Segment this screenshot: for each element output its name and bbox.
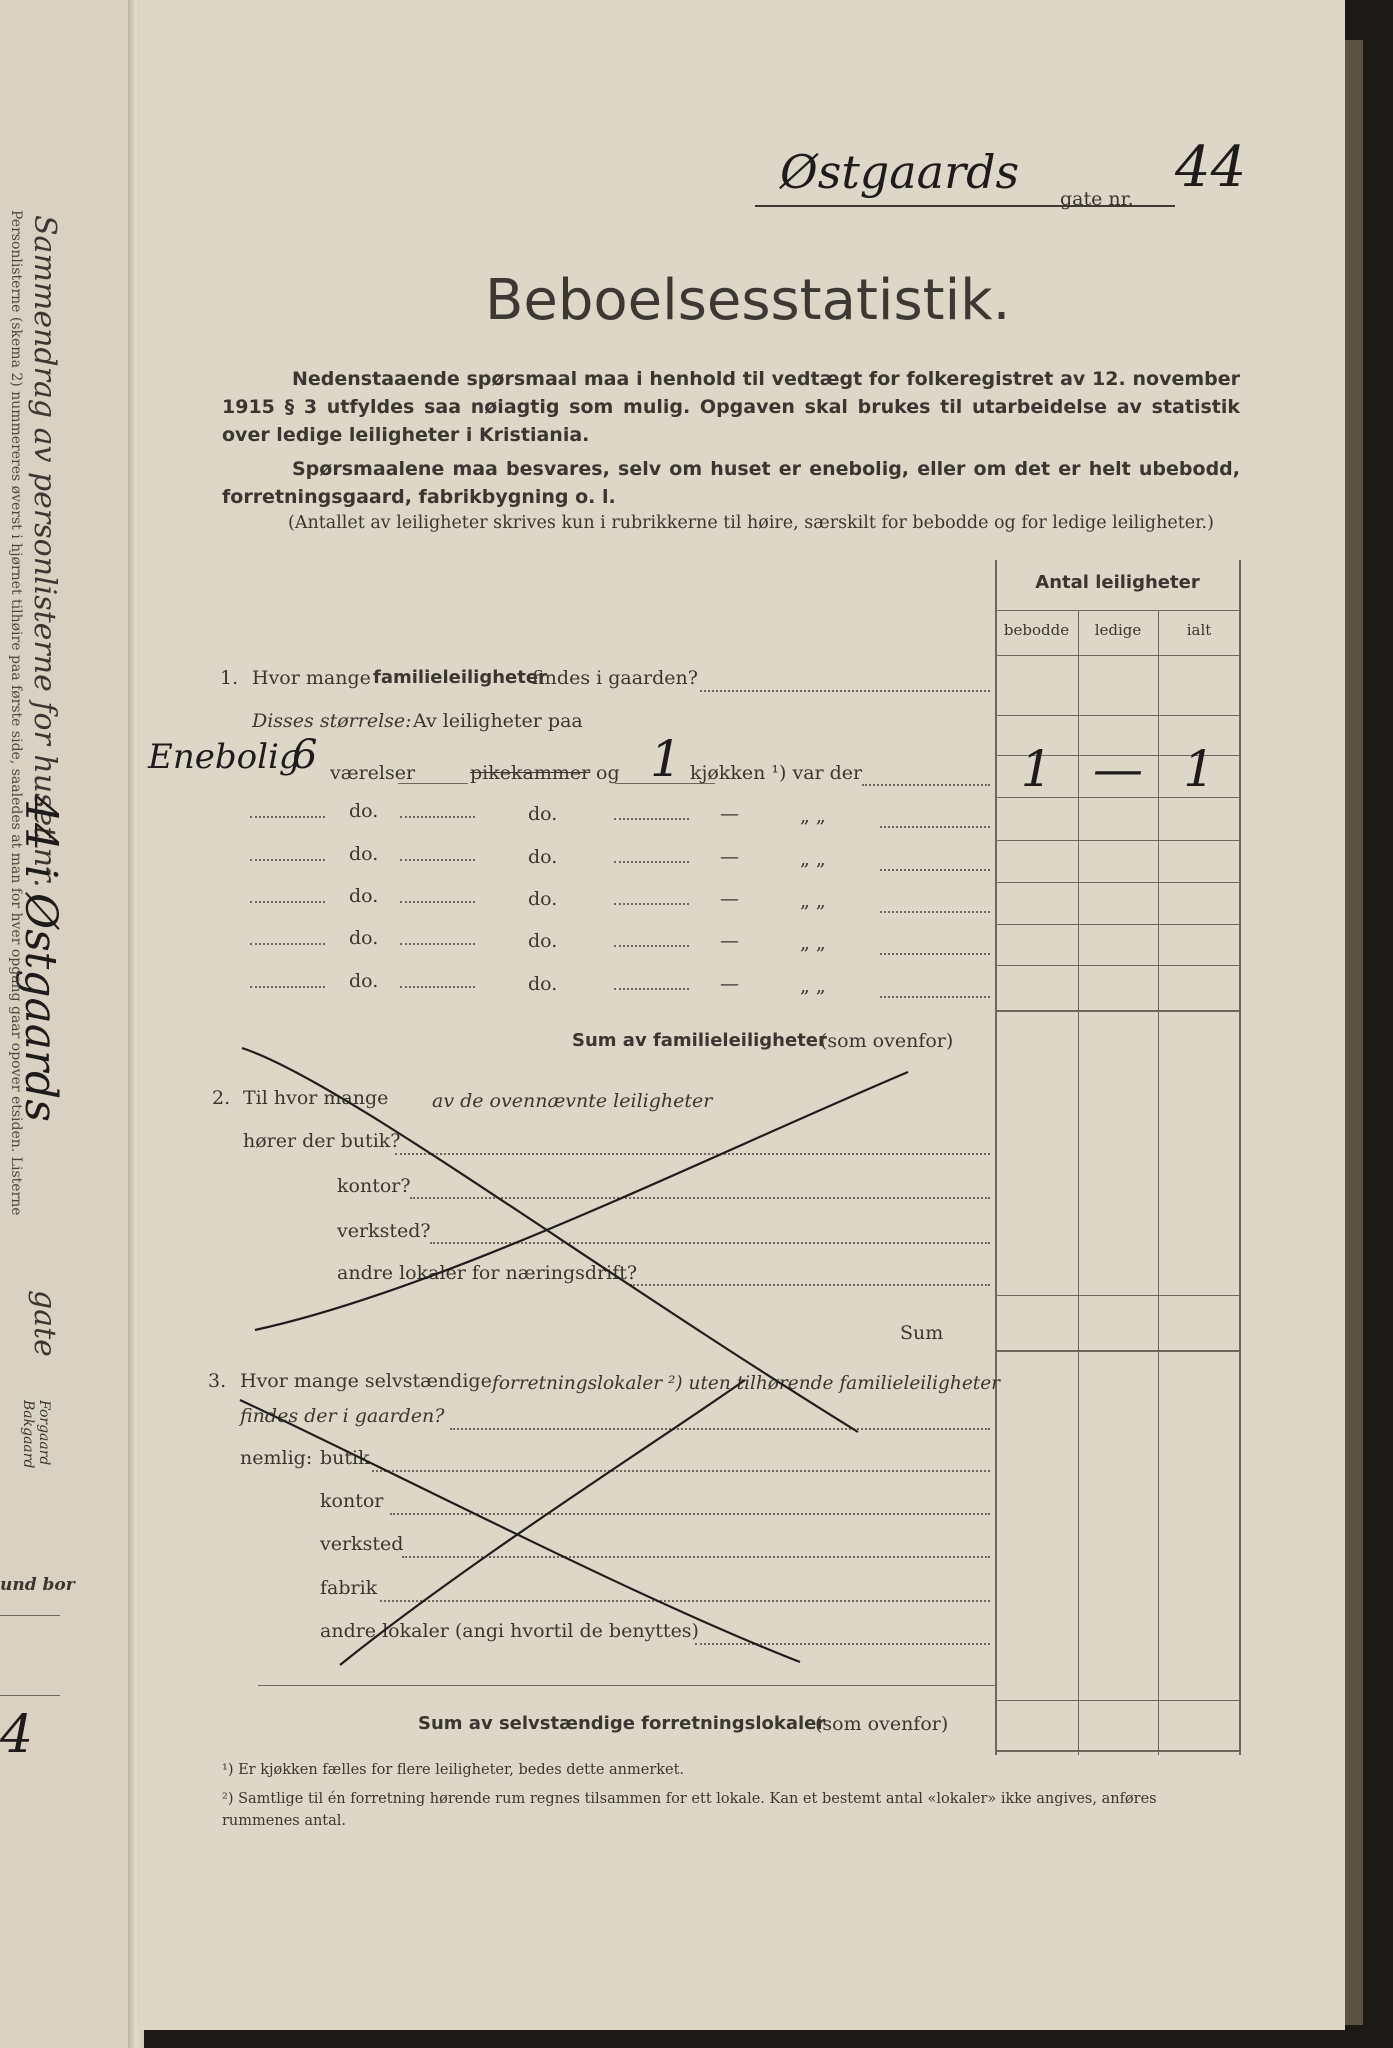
q1-text-c: findes i gaarden? xyxy=(532,667,698,689)
q1-sub2: Av leiligheter paa xyxy=(413,710,583,732)
intro-paragraph-2: Spørsmaalene maa besvares, selv om huset er enebolig, eller om det er helt ubebodd, forretningsgaard, fabrikbygning o. l. xyxy=(222,458,1240,508)
q3-item-fabrik: fabrik xyxy=(320,1577,378,1599)
q3-sum-tail: (som ovenfor) xyxy=(815,1713,949,1735)
intro-paragraph-3: (Antallet av leiligheter skrives kun i rubrikkerne til høire, særskilt for bebodde og for ledige leiligheter.) xyxy=(288,513,1214,533)
q1-og: og xyxy=(596,762,620,784)
do-row-1-dash: — xyxy=(720,803,739,825)
q1-sum: Sum av familieleiligheter xyxy=(572,1030,827,1051)
street-handwritten: Østgaards xyxy=(780,145,1020,199)
do-row-3-dash: — xyxy=(720,888,739,910)
column-ialt: ialt xyxy=(1186,621,1212,639)
q2-line1b: av de ovennævnte leiligheter xyxy=(432,1090,713,1112)
left-handwritten-nr: 44 i Østgaards xyxy=(15,795,66,1122)
footnote-2: ²) Samtlige til én forretning hørende rum regnes tilsammen for ett lokale. Kan et bestemt antal «lokaler» ikke angives, anføres rummenes antal. xyxy=(222,1791,1157,1829)
q3-item-butik: butik xyxy=(320,1447,370,1469)
left-vertical-title: Sammendrag av personlisterne for huset nr. xyxy=(27,215,62,888)
do-row-5-dash: — xyxy=(720,973,739,995)
q3-line2: findes der i gaarden? xyxy=(240,1405,445,1427)
q2-line1a: Til hvor mange xyxy=(243,1087,389,1109)
form-page xyxy=(140,0,1345,2030)
q2-andre: andre lokaler for næringsdrift? xyxy=(337,1262,638,1284)
house-number-handwritten: 44 xyxy=(1175,135,1247,200)
do-row-3-quote: „ „ xyxy=(800,890,826,912)
cross-out-strokes xyxy=(140,0,1345,2030)
do-row-3-a: do. xyxy=(349,885,379,907)
do-row-4-quote: „ „ xyxy=(800,932,826,954)
q3-line1a: Hvor mange selvstændige xyxy=(240,1370,492,1392)
q3-sum: Sum av selvstændige forretningslokaler xyxy=(418,1713,826,1734)
left-und-bor: und bor xyxy=(0,1575,75,1595)
column-ledige: ledige xyxy=(1094,621,1142,639)
q2-number: 2. xyxy=(212,1087,231,1109)
column-bebodde: bebodde xyxy=(1003,621,1070,639)
do-row-5-quote: „ „ xyxy=(800,975,826,997)
q2-sum: Sum xyxy=(900,1322,944,1344)
intro-paragraph-1: Nedenstaaende spørsmaal maa i henhold til vedtægt for folkeregistret av 12. november 1915 § 3 utfyldes saa nøiagtig som mulig. Opgaven skal brukes til utarbeidelse av statistik over ledige leiligheter i Kristiania. xyxy=(222,368,1240,446)
q1-handwritten-prefix: Enebolig xyxy=(148,737,301,777)
left-rule-1 xyxy=(0,1615,60,1616)
do-row-1-a: do. xyxy=(349,800,379,822)
do-row-3-b: do. xyxy=(528,888,558,910)
do-row-4-b: do. xyxy=(528,930,558,952)
q3-nemlig: nemlig: xyxy=(240,1447,313,1469)
q1-text-b: familieleiligheter xyxy=(373,667,547,688)
do-row-4-a: do. xyxy=(349,927,379,949)
left-rule-2 xyxy=(0,1695,60,1696)
q1-number: 1. xyxy=(220,667,239,689)
left-handwritten-number: 4 xyxy=(0,1705,34,1765)
do-row-1-b: do. xyxy=(528,803,558,825)
gate-nr-label: gate nr. xyxy=(1060,188,1134,210)
q3-line1b: forretningslokaler ²) uten tilhørende familieleiligheter xyxy=(492,1373,1000,1394)
answer-ialt: 1 xyxy=(1183,740,1215,798)
q1-kjokken: kjøkken ¹) var der xyxy=(690,762,863,784)
do-row-2-a: do. xyxy=(349,843,379,865)
q1-handwritten-rooms: 6 xyxy=(292,732,318,778)
q2-verksted: verksted? xyxy=(337,1220,431,1242)
do-row-1-quote: „ „ xyxy=(800,805,826,827)
q3-item-kontor: kontor xyxy=(320,1490,384,1512)
do-row-2-dash: — xyxy=(720,846,739,868)
left-gate-label: gate xyxy=(27,1290,62,1357)
q3-item-verksted: verksted xyxy=(320,1533,404,1555)
q1-vaerelser: værelser xyxy=(330,762,416,784)
do-row-4-dash: — xyxy=(720,930,739,952)
left-vertical-instruction: Personlisterne (skema 2) nummereres øverst i hjørnet tilhøire paa første side, saaledes at man for hver opgang gaar opover etsiden. Listerne xyxy=(8,210,24,1216)
do-row-2-quote: „ „ xyxy=(800,848,826,870)
table-title: Antal leiligheter xyxy=(1035,572,1200,593)
footnote-1: ¹) Er kjøkken fælles for flere leiligheter, bedes dette anmerket. xyxy=(222,1762,685,1778)
q1-sub: Disses størrelse: xyxy=(252,710,412,732)
answer-ledige: — xyxy=(1093,740,1143,798)
page-title: Beboelsesstatistik. xyxy=(485,268,1011,333)
do-row-5-a: do. xyxy=(349,970,379,992)
left-side-label-forgaard: Forgaard xyxy=(36,1400,52,1466)
left-side-label-bakgaard: Bakgaard xyxy=(20,1400,36,1469)
q3-number: 3. xyxy=(208,1370,227,1392)
q1-text-a: Hvor mange xyxy=(252,667,371,689)
q3-item-andre: andre lokaler (angi hvortil de benyttes) xyxy=(320,1620,699,1642)
q1-handwritten-kitchen: 1 xyxy=(650,730,682,788)
left-page xyxy=(0,0,135,2048)
q1-sum-tail: (som ovenfor) xyxy=(820,1030,954,1052)
answer-bebodde: 1 xyxy=(1020,740,1053,798)
q2-kontor: kontor? xyxy=(337,1175,411,1197)
do-row-2-b: do. xyxy=(528,846,558,868)
q2-butik: hører der butik? xyxy=(243,1130,401,1152)
q1-pikekammer: pikekammer xyxy=(470,762,591,784)
do-row-5-b: do. xyxy=(528,973,558,995)
page-edge xyxy=(1345,40,1363,2025)
